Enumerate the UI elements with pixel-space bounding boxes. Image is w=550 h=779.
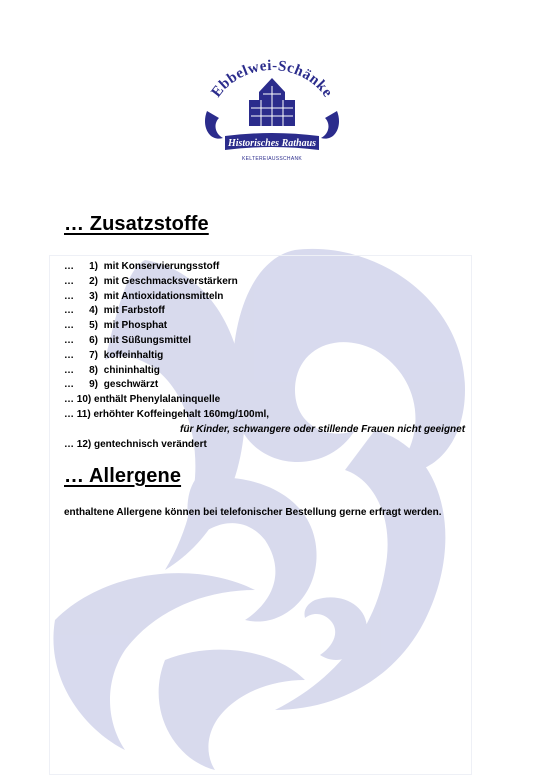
list-item: … 11) erhöhter Koffeingehalt 160mg/100ml, xyxy=(64,408,270,420)
allergene-text: enthaltene Allergene können bei telefonischer Bestellung gerne erfragt werden. xyxy=(64,507,442,518)
logo-ribbon-text: KELTEREIAUSSCHANK xyxy=(241,156,303,162)
logo-script-text: Historisches Rathaus xyxy=(227,138,317,149)
logo-arc-text: Ebbelwei-Schänke xyxy=(208,57,336,101)
allergene-heading: … Allergene xyxy=(64,465,182,487)
list-item: … 12) gentechnisch verändert xyxy=(64,438,207,450)
list-item: … 9) geschwärzt xyxy=(64,379,159,391)
list-item: … 3) mit Antioxidationsmitteln xyxy=(64,290,224,302)
list-item: … 1) mit Konservierungsstoff xyxy=(64,261,220,272)
list-item: … 10) enthält Phenylalaninquelle xyxy=(64,394,221,406)
list-item: … 2) mit Geschmacksverstärkern xyxy=(64,275,238,287)
list-item: … 4) mit Farbstoff xyxy=(64,305,165,317)
list-item-note: für Kinder, schwangere oder stillende Frauen nicht geeignet xyxy=(180,423,466,435)
additives-list xyxy=(64,260,466,452)
list-item: … 8) chininhaltig xyxy=(64,364,160,376)
zusatzstoffe-heading: … Zusatzstoffe xyxy=(64,213,209,235)
list-item: … 7) koffeinhaltig xyxy=(64,349,164,361)
list-item: … 6) mit Süßungsmittel xyxy=(64,334,192,346)
restaurant-logo xyxy=(203,56,341,168)
list-item: … 5) mit Phosphat xyxy=(64,320,168,332)
